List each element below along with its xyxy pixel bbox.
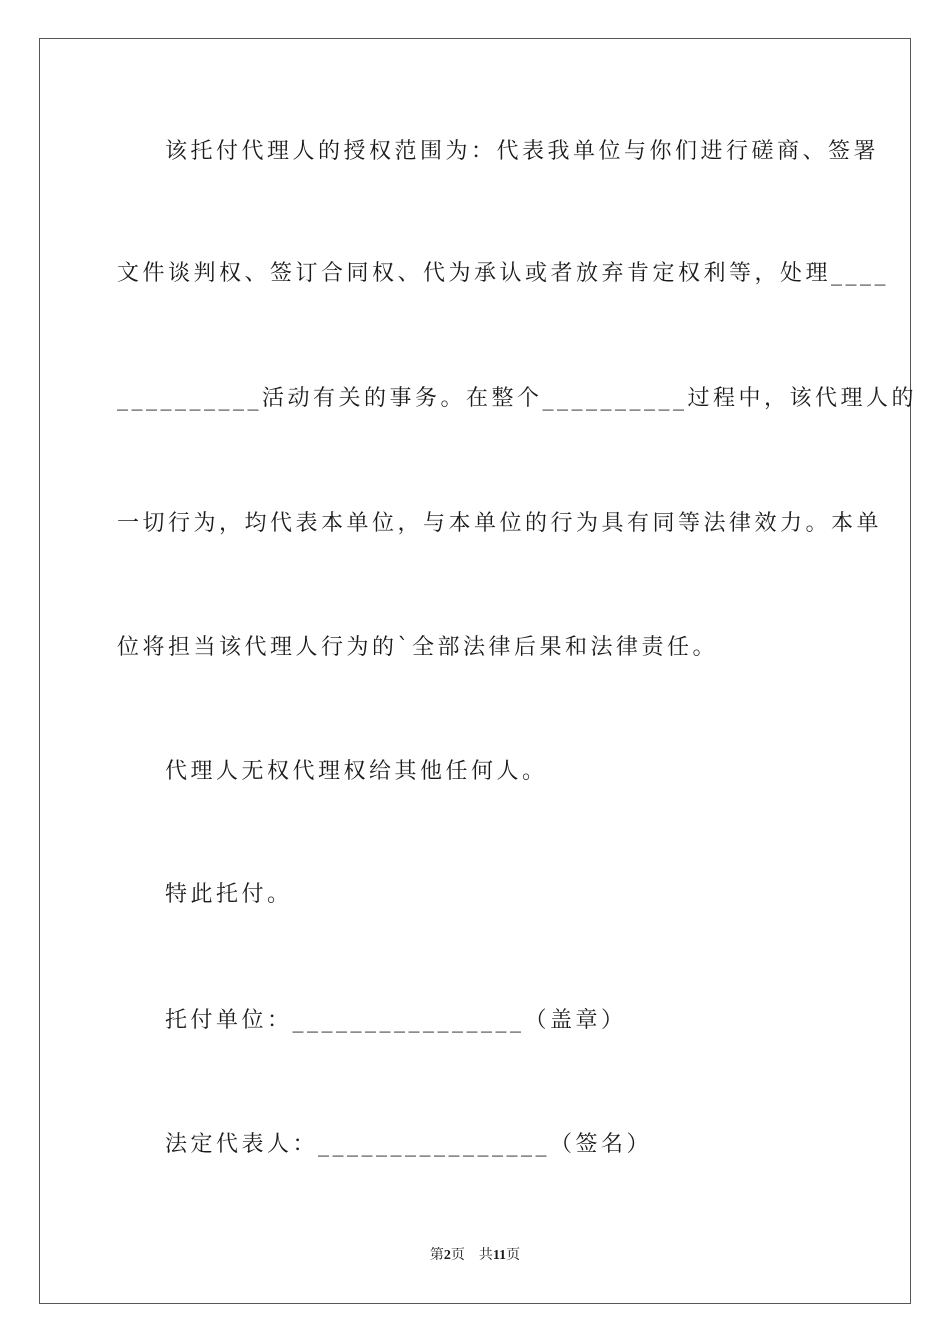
page-footer xyxy=(0,1246,950,1266)
paragraph-hereby-authorize: 特此托付。 xyxy=(165,882,293,907)
footer-suffix: 页 xyxy=(506,1248,521,1263)
paragraph-authorization-scope-line-1: 该托付代理人的授权范围为：代表我单位与你们进行磋商、签署 xyxy=(165,139,880,164)
footer-total-pages: 11 xyxy=(492,1248,507,1263)
page-border xyxy=(39,38,911,1304)
footer-page-number: 2 xyxy=(443,1248,451,1263)
paragraph-authorization-scope-line-5: 位将担当该代理人行为的`全部法律后果和法律责任。 xyxy=(117,635,719,660)
paragraph-authorization-scope-line-4: 一切行为，均代表本单位，与本单位的行为具有同等法律效力。本单 xyxy=(117,511,883,536)
footer-middle: 页 共 xyxy=(450,1248,493,1263)
paragraph-authorization-scope-line-3: __________活动有关的事务。在整个__________过程中，该代理人的 xyxy=(117,386,918,411)
field-legal-representative: 法定代表人：________________（签名） xyxy=(165,1132,653,1157)
field-authorizing-unit: 托付单位：________________（盖章） xyxy=(165,1008,627,1033)
paragraph-authorization-scope-line-2: 文件谈判权、签订合同权、代为承认或者放弃肯定权利等，处理____ xyxy=(117,261,890,286)
paragraph-no-sub-delegation: 代理人无权代理权给其他任何人。 xyxy=(165,759,548,784)
footer-prefix: 第 xyxy=(429,1248,444,1263)
